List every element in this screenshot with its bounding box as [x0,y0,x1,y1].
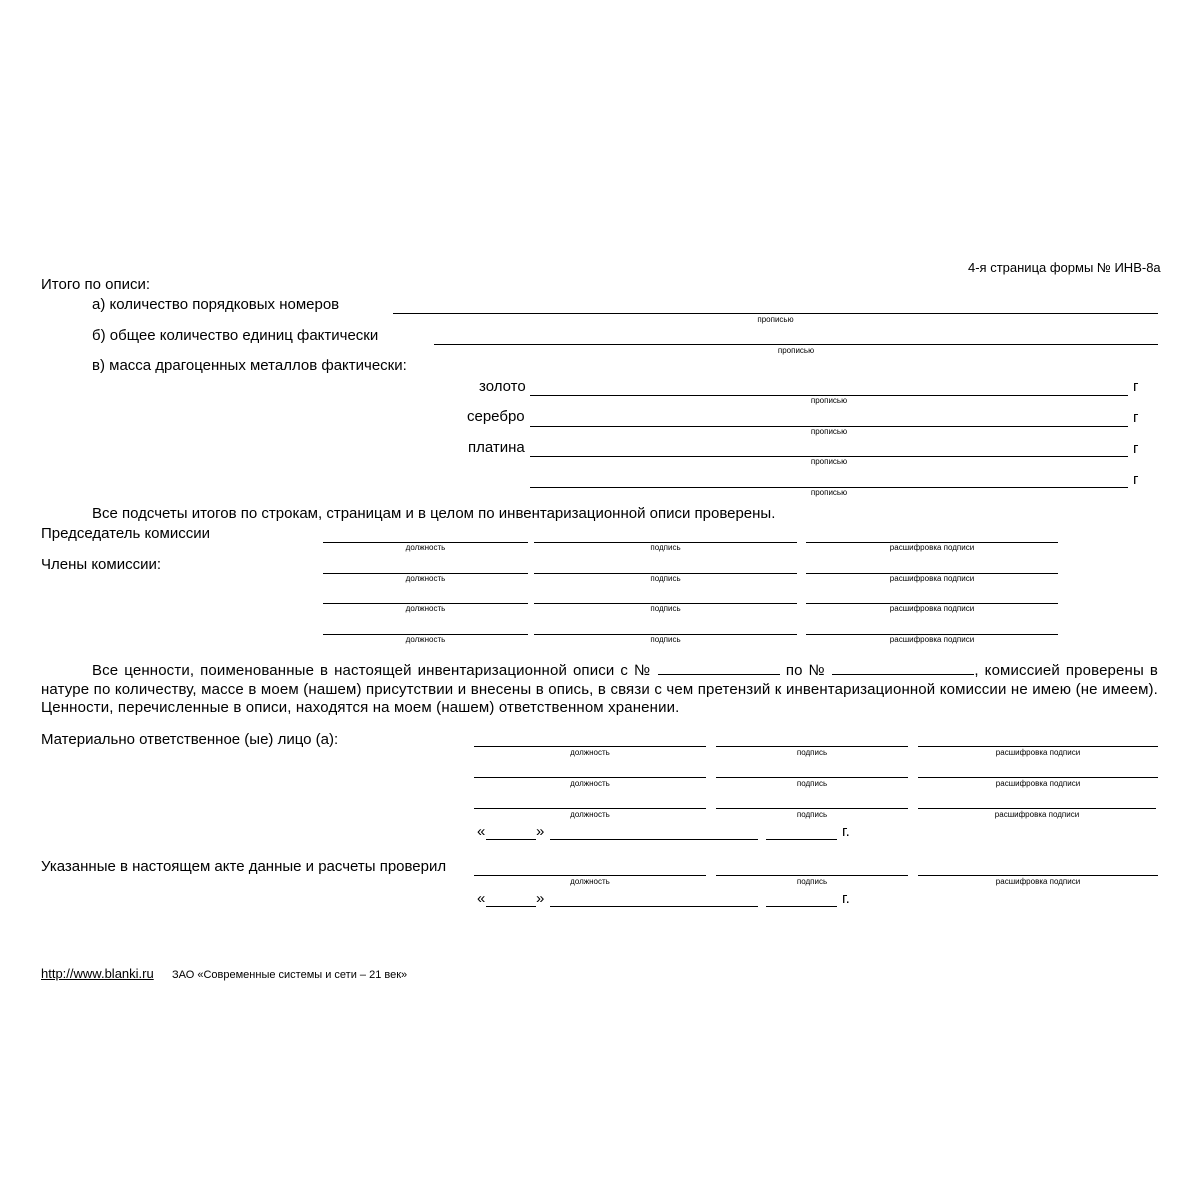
hint-signature: подпись [796,779,828,788]
silver-unit: г [1133,409,1139,426]
hint-position: должность [570,810,610,819]
close-quote: » [536,823,545,840]
footer-company: ЗАО «Современные системы и сети – 21 век» [172,969,408,981]
year-field[interactable] [766,839,837,840]
item-b-label: б) общее количество единиц фактически [92,327,379,344]
hint-signature: подпись [796,810,828,819]
statement-part1: Все ценности, поименованные в настоящей инвентаризационной описи с № [92,662,652,679]
statement-part2: по № [785,662,827,679]
hint-decoding: расшифровка подписи [995,779,1081,788]
year-suffix: г. [842,890,850,907]
item-c-label: в) масса драгоценных металлов фактически: [92,357,407,374]
hint-words: прописью [810,457,848,466]
from-number-field[interactable] [658,660,780,675]
checked-statement: Все подсчеты итогов по строкам, страницам и в целом по инвентаризационной описи проверены. [92,505,776,522]
hint-decoding: расшифровка подписи [889,604,975,613]
signature-field[interactable] [716,777,908,778]
hint-decoding: расшифровка подписи [994,810,1080,819]
hint-position: должность [570,877,610,886]
item-b-field[interactable] [434,344,1158,345]
hint-position: должность [405,574,446,583]
decoding-field[interactable] [918,777,1158,778]
hint-signature: подпись [796,748,828,757]
hint-signature: подпись [650,574,681,583]
totals-title: Итого по описи: [41,276,150,293]
open-quote: « [477,890,486,907]
position-field[interactable] [474,777,706,778]
hint-position: должность [570,779,610,788]
position-field[interactable] [474,746,706,747]
to-number-field[interactable] [832,660,974,675]
position-field[interactable] [474,808,706,809]
signature-field[interactable] [716,875,908,876]
silver-label: серебро [467,408,525,425]
hint-signature: подпись [796,877,828,886]
item-a-label: а) количество порядковых номеров [92,296,340,313]
close-quote: » [536,890,545,907]
hint-words: прописью [777,346,815,355]
signature-field[interactable] [716,746,908,747]
other-metal-unit: г [1133,471,1139,488]
platinum-unit: г [1133,440,1139,457]
gold-unit: г [1133,378,1139,395]
open-quote: « [477,823,486,840]
hint-decoding: расшифровка подписи [889,543,975,552]
hint-position: должность [405,604,446,613]
statement-part3: , комиссией проверены в натуре по количеству, массе в моем (нашем) присутствии и внесены в опись, в связи с чем претензий к инвентаризационной комиссии не имею (не имеем). Ценности, перечисленные в описи, находятся на моем (нашем) ответственном хранении. [41,662,1158,716]
hint-decoding: расшифровка подписи [889,635,975,644]
verified-label: Указанные в настоящем акте данные и расчеты проверил [41,858,447,875]
hint-words: прописью [757,315,794,324]
footer-link[interactable]: http://www.blanki.ru [41,966,154,981]
hint-position: должность [570,748,610,757]
responsible-label: Материально ответственное (ые) лицо (а): [41,731,339,748]
hint-signature: подпись [650,543,681,552]
form-caption: 4-я страница формы № ИНВ-8а [968,260,1161,275]
signature-field[interactable] [716,808,908,809]
item-a-field[interactable] [393,313,1158,314]
hint-position: должность [405,543,446,552]
decoding-field[interactable] [918,875,1158,876]
hint-decoding: расшифровка подписи [995,877,1081,886]
chairman-label: Председатель комиссии [41,525,210,542]
position-field[interactable] [474,875,706,876]
hint-decoding: расшифровка подписи [995,748,1081,757]
members-label: Члены комиссии: [41,556,162,573]
hint-decoding: расшифровка подписи [889,574,975,583]
hint-words: прописью [810,396,848,405]
hint-signature: подпись [650,604,681,613]
decoding-field[interactable] [918,808,1156,809]
hint-position: должность [405,635,446,644]
gold-label: золото [479,378,526,395]
hint-words: прописью [810,488,848,497]
year-field[interactable] [766,906,837,907]
statement-paragraph [41,660,1158,718]
platinum-label: платина [468,439,525,456]
decoding-field[interactable] [918,746,1158,747]
day-field[interactable] [486,906,536,907]
month-field[interactable] [550,839,758,840]
month-field[interactable] [550,906,758,907]
hint-signature: подпись [650,635,681,644]
day-field[interactable] [486,839,536,840]
year-suffix: г. [842,823,850,840]
hint-words: прописью [810,427,848,436]
